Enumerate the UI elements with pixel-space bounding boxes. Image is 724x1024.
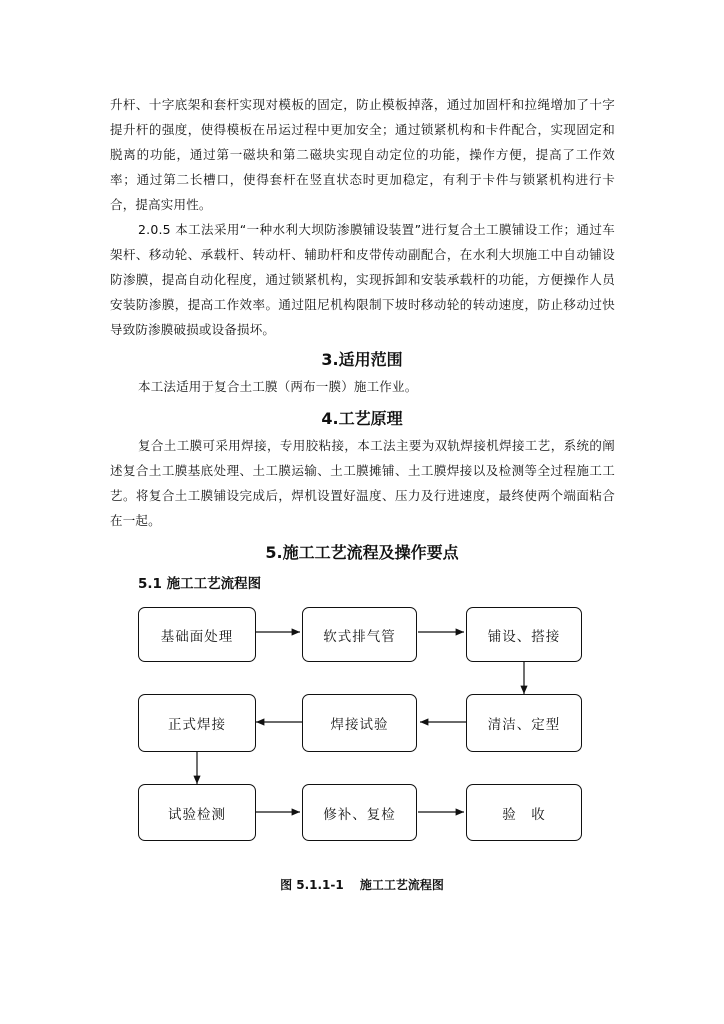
flow-box-repair-recheck: 修补、复检 [302, 784, 417, 841]
flow-box-foundation-treatment: 基础面处理 [138, 607, 256, 662]
paragraph-2-0-5: 2.0.5 本工法采用“一种水利大坝防渗膜铺设装置”进行复合土工膜铺设工作；通过车架杆、移动轮、承载杆、转动杆、辅助杆和皮带传动副配合，在水利大坝施工中自动铺设防渗膜，提高自动化程度，通过锁紧机构，实现拆卸和安装承载杆的功能，方便操作人员安装防渗膜，提高工作效率。通过阻尼机构限制下坡时移动轮的转动速度，防止移动过快导致防渗膜破损或设备损坏。 [110, 222, 615, 337]
flow-box-acceptance: 验 收 [466, 784, 582, 841]
flow-box-formal-welding: 正式焊接 [138, 694, 256, 752]
paragraph-continued: 升杆、十字底架和套杆实现对模板的固定，防止模板掉落，通过加固杆和拉绳增加了十字提升杆的强度，使得模板在吊运过程中更加安全；通过锁紧机构和卡件配合，实现固定和脱离的功能，通过第一磁块和第二磁块实现自动定位的功能，操作方便，提高了工作效率；通过第二长槽口，使得套杆在竖直状态时更加稳定，有利于卡件与锁紧机构进行卡合，提高实用性。 [110, 97, 615, 212]
paragraph-principle: 复合土工膜可采用焊接，专用胶粘接，本工法主要为双轨焊接机焊接工艺，系统的阐述复合土工膜基底处理、土工膜运输、土工膜摊铺、土工膜焊接以及检测等全过程施工工艺。将复合土工膜铺设完成后，焊机设置好温度、压力及行进速度，最终使两个端面粘合在一起。 [110, 438, 615, 528]
flow-box-cleaning-shaping: 清洁、定型 [466, 694, 582, 752]
flow-box-soft-vent-pipe: 软式排气管 [302, 607, 417, 662]
figure-caption: 图 5.1.1-1 施工工艺流程图 [280, 878, 444, 892]
flow-box-laying-overlap: 铺设、搭接 [466, 607, 582, 662]
heading-scope: 3.适用范围 [321, 350, 403, 369]
paragraph-scope: 本工法适用于复合土工膜（两布一膜）施工作业。 [138, 379, 418, 394]
flow-box-test-inspection: 试验检测 [138, 784, 256, 841]
heading-flowchart: 5.1 施工工艺流程图 [138, 576, 262, 592]
flow-box-welding-test: 焊接试验 [302, 694, 417, 752]
heading-process: 5.施工工艺流程及操作要点 [265, 543, 459, 562]
heading-principle: 4.工艺原理 [321, 409, 403, 428]
